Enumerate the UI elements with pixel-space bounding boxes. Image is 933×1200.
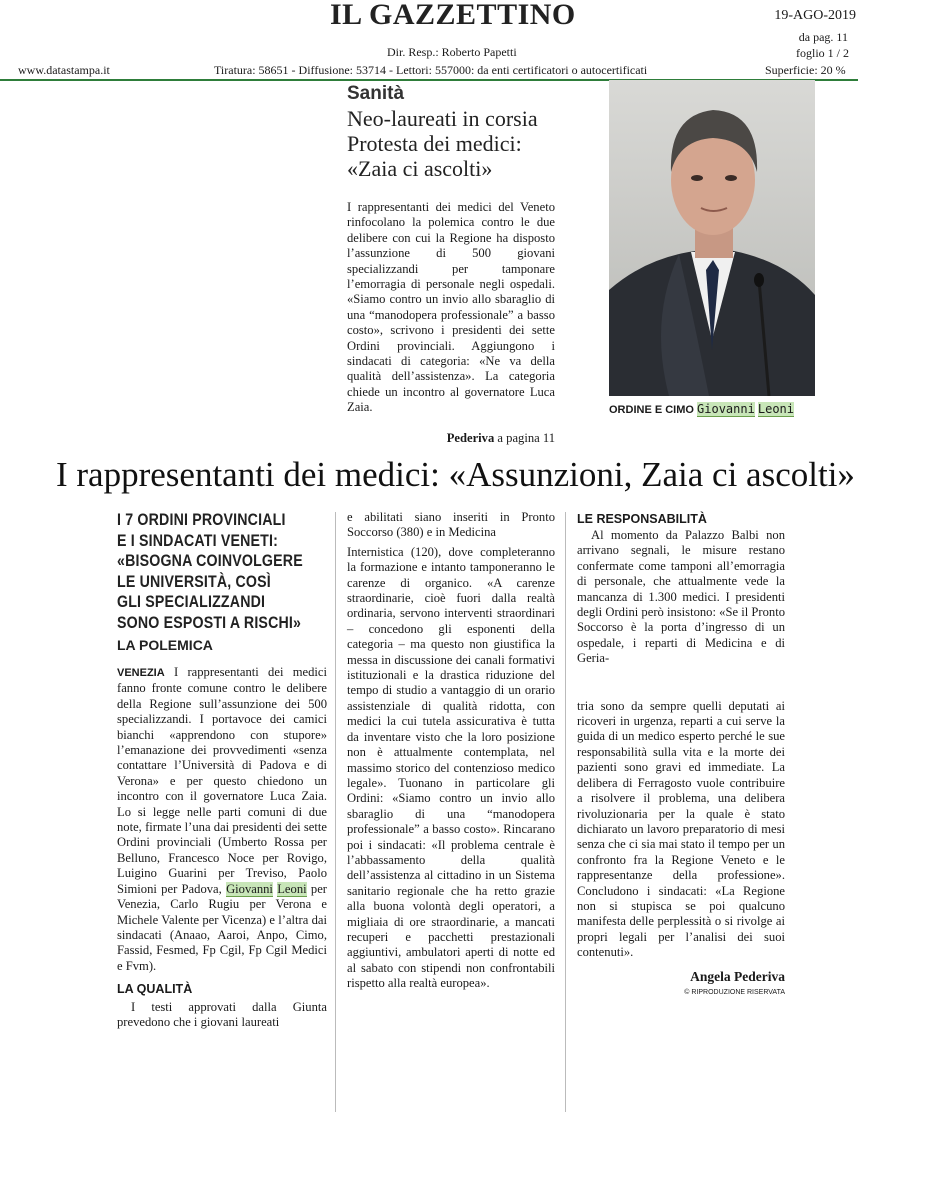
surface-percent: Superficie: 20 % — [765, 63, 846, 77]
teaser-body: I rappresentanti dei medici del Veneto rinfocolano la polemica contro le due delibere con cui la Regione ha disposto l’assunzione di 500 giovani specializzandi per tamponare l’emorragia di personale negli ospedali. «Siamo contro un invio allo sbaraglio di una “manodopera professionale” a basso costo», scrivono i presidenti dei sette Ordini provinciali. Aggiungono i sindacati di categoria: «Ne va della qualità dell’assistenza». La categoria chiede un incontro al governatore Luca Zaia. — [347, 200, 555, 415]
caption-prefix: ORDINE E CIMO — [609, 404, 694, 416]
teaser-title-line: Neo-laureati in corsia — [347, 106, 538, 131]
deck-line: E I SINDACATI VENETI: — [117, 531, 279, 550]
deck-line: I 7 ORDINI PROVINCIALI — [117, 511, 286, 529]
article-byline: Angela Pederiva — [690, 968, 785, 984]
photo-caption — [609, 402, 794, 416]
masthead: IL GAZZETTINO — [330, 0, 576, 31]
page-reference: da pag. 11 — [798, 30, 848, 44]
article-deck — [117, 510, 323, 633]
teaser-byline — [347, 431, 555, 446]
paragraph-part: per Venezia, Carlo Rugiu per Verona e Michele Valente per Vicenza) e l’altra dai sindacati (Anaao, Aaroi, Anpo, Cimo, Fassid, Fesmed, Fp Cgil, Fp Cgil Medici e Fvm). — [117, 881, 327, 973]
deck-line: «BISOGNA COINVOLGERE — [117, 552, 303, 570]
subheading-responsabilita: LE RESPONSABILITÀ — [577, 512, 707, 526]
portrait-illustration — [609, 80, 815, 396]
caption-name-last: Leoni — [757, 402, 794, 416]
teaser-kicker: Sanità — [347, 83, 405, 104]
paragraph: e abilitati siano inseriti in Pronto Soccorso (380) e in Medicina — [347, 510, 555, 540]
teaser-title — [347, 106, 587, 181]
highlight-name-last: Leoni — [277, 881, 307, 896]
article-column-1 — [117, 510, 327, 1030]
teaser-title-line: «Zaia ci ascolti» — [347, 156, 493, 181]
deck-line: LE UNIVERSITÀ, COSÌ — [117, 572, 271, 591]
publication-date: 19-AGO-2019 — [774, 8, 856, 23]
column-divider — [335, 512, 336, 1112]
teaser-title-line: Protesta dei medici: — [347, 131, 522, 156]
deck-line: SONO ESPOSTI A RISCHI» — [117, 613, 302, 632]
circulation-line: Tiratura: 58651 - Diffusione: 53714 - Lettori: 557000: da enti certificatori o autocertificati — [214, 63, 648, 77]
deck-line: GLI SPECIALIZZANDI — [117, 593, 266, 611]
article-body-col1 — [117, 665, 327, 1030]
source-site: www.datastampa.it — [18, 63, 110, 77]
teaser-byline-page: a pagina 11 — [494, 431, 555, 445]
paragraph-part: I rappresentanti dei medici fanno fronte comune contro le delibere della Regione sull’assunzione dei 500 specializzandi. I portavoce dei camici bianchi «apprendono con stupore» l’emanazione dei provvedimenti «senza contattare l’Università di Padova e di Verona» e per questo chiedono un incontro con il governatore Luca Zaia. Lo si legge nelle parti comuni di due note, firmate l’una dai presidenti dei sette Ordini provinciali (Umberto Rossa per Belluno, Francesco Noce per Rovigo, Luigino Guarini per Treviso, Paolo Simioni per Padova, — [117, 665, 327, 896]
paragraph: tria sono da sempre quelli deputati ai ricoveri in urgenza, reparti a cui serve la guida di un medico esperto perché le sue responsabilità sulla vita e la morte dei pazienti sono gravi ed immediate. La delibera di Ferragosto vuole contribuire a risolvere il problema, una delibera rivoluzionaria per la quale è stato dichiarato un lavoro preparatorio di mesi senza che ci sia mai stato il tempo per un confronto fra la Regione Veneto e le rappresentanze della professione». Concludono i sindacati: «La Regione non si stupisca se poi qualcuno manifesta delle perplessità o si rivolge ai propri legali per l’analisi dei suoi contenuti». — [577, 698, 785, 960]
subheading-qualita: LA QUALITÀ — [117, 982, 193, 997]
sheet-reference: foglio 1 / 2 — [796, 46, 849, 60]
section-label: LA POLEMICA — [117, 637, 213, 653]
paragraph: Internistica (120), dove completeranno la formazione e intanto tamponeranno le carenze di organico. «A carenze straordinarie, cioè fuori dalla realtà ordinaria, servono interventi straordinari – concedono gli esponenti della categoria – ma questo non giustifica la messa in discussione dei canali formativi istituzionali e la drastica riduzione del tempo di studio a vantaggio di un orario assistenziale di qualità ridotta, con medici la cui tutela assicurativa è tutta da inventare visto che la loro posizione non è attualmente contemplata, nel massimo storico del contenzioso medico legale». Tuonano in particolare gli Ordini: «Siamo contro un invio allo sbaraglio di una “manodopera professionale” a basso costo». Rincarano poi i sindacati: «Il problema centrale è l’abbassamento della qualità dell’assistenza al cittadino in un Sistema sanitario regionale che ha retto grazie alla buona volontà degli operatori, a migliaia di ore straordinarie, a mancati recuperi e pacchetti prestazionali aggiuntivi, ambulatori aperti di notte ed al sabato con stipendi non confrontabili rispetto alla realtà europea». — [347, 544, 555, 991]
article-column-2 — [347, 510, 555, 992]
article-body-col3 — [577, 528, 785, 961]
highlight-name-first: Giovanni — [226, 881, 273, 896]
article-column-3 — [577, 512, 785, 996]
paragraph: Al momento da Palazzo Balbi non arrivano segnali, le misure restano confermate come tamponi all’emorragia di personale, che attualmente vede la mancanza di 1.300 medici. I presidenti degli Ordini però insistono: «Se il Pronto Soccorso è la porta d’ingresso di un ospedale, i reparti di Medicina e di Geria- — [577, 528, 785, 666]
director-line: Dir. Resp.: Roberto Papetti — [387, 45, 517, 59]
copyright-notice: © RIPRODUZIONE RISERVATA — [684, 988, 785, 996]
portrait-photo — [609, 80, 815, 396]
column-divider — [565, 512, 566, 1112]
article-headline: I rappresentanti dei medici: «Assunzioni, Zaia ci ascolti» — [56, 455, 855, 494]
dateline-city: VENEZIA — [117, 667, 165, 679]
teaser-byline-name: Pederiva — [446, 431, 495, 445]
paragraph: I testi approvati dalla Giunta prevedono che i giovani laureati — [117, 999, 327, 1029]
caption-name-first: Giovanni — [697, 402, 755, 416]
